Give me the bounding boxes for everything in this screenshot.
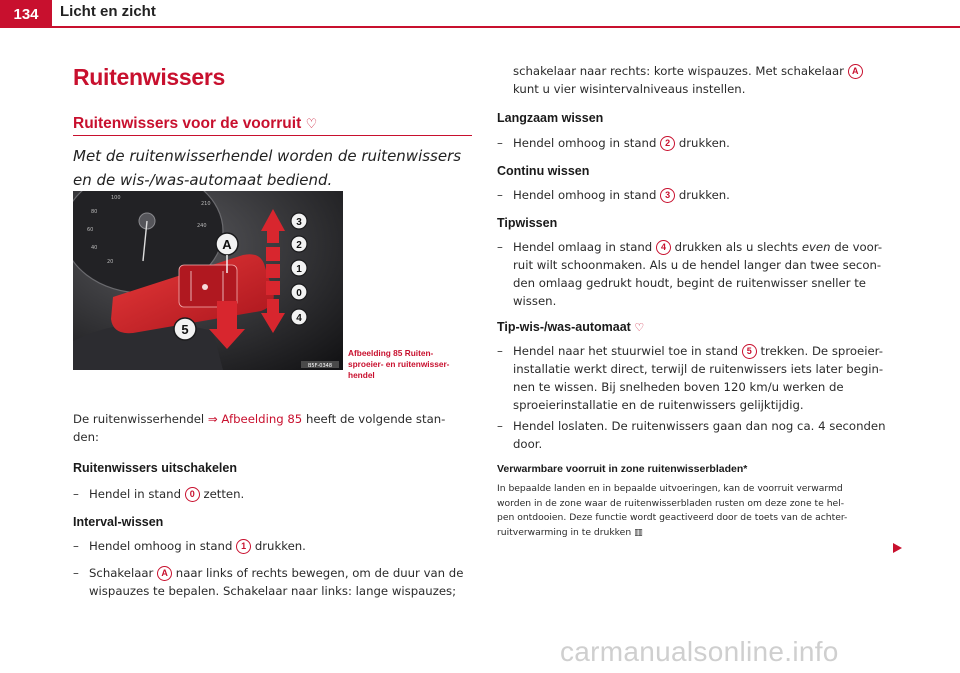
intro-text: Met de ruitenwisserhendel worden de ruitenwissers en de wis-/was-automaat bediend. bbox=[73, 147, 462, 189]
note-line2: worden in de zone waar de ruitenwisserbladen rusten om deze zone te hel- bbox=[497, 497, 845, 509]
int2-text-b: naar links of rechts bewegen, om de duur van de bbox=[175, 566, 464, 580]
cont-text-a: schakelaar naar rechts: korte wispauzes. Met schakelaar bbox=[513, 64, 844, 78]
position-badge: 4 bbox=[656, 240, 671, 255]
watermark: carmanualsonline.info bbox=[560, 636, 839, 667]
figure-code: B5F-0348 bbox=[307, 363, 333, 369]
list-item: – Hendel omhoog in stand 3 drukken. bbox=[497, 188, 730, 202]
gauge-tick: 60 bbox=[87, 227, 94, 233]
switch-badge: A bbox=[157, 566, 172, 581]
heading-auto-text: Tip-wis-/was-automaat bbox=[497, 320, 631, 334]
rear-window-heating-icon: ▥ bbox=[634, 526, 643, 538]
callout-0: 0 bbox=[296, 288, 302, 299]
int2-line2: wispauzes te bepalen. Schakelaar naar links: lange wispauzes; bbox=[89, 584, 457, 598]
list-item: – Schakelaar A naar links of rechts bewegen, om de duur van de wispauzes te bepalen. Schakelaar naar links: lange wispauzes; bbox=[73, 564, 499, 600]
int1-text-b: drukken. bbox=[254, 539, 306, 553]
gauge-tick: 80 bbox=[91, 209, 98, 215]
subsection-title bbox=[73, 115, 317, 133]
position-badge: 2 bbox=[660, 136, 675, 151]
tip-line2: ruit wilt schoonmaken. Als u de hendel langer dan twee secon- bbox=[513, 258, 882, 272]
heading-auto bbox=[497, 320, 644, 334]
tip-text-a: Hendel omlaag in stand bbox=[513, 240, 653, 254]
callout-1: 1 bbox=[296, 264, 302, 275]
auto1-line2: installatie werkt direct, terwijl de ruitenwissers iets later begin- bbox=[513, 362, 884, 376]
heading-off: Ruitenwissers uitschakelen bbox=[73, 461, 237, 475]
off-text-a: Hendel in stand bbox=[89, 487, 181, 501]
figure-wiper-lever bbox=[73, 191, 343, 370]
tip-text-c: de voor- bbox=[834, 240, 883, 254]
list-item: – Hendel omlaag in stand 4 drukken als u slechts even de voor- ruit wilt schoonmaken. Als u de hendel langer dan twee secon- den omlaag gedrukt houdt, begint de ruitenwisser sneller te wissen. bbox=[497, 238, 917, 310]
list-item: – Hendel loslaten. De ruitenwissers gaan dan nog ca. 4 seconden door. bbox=[497, 417, 917, 453]
heading-slow: Langzaam wissen bbox=[497, 111, 604, 125]
figure-illustration bbox=[73, 191, 343, 370]
heading-interval: Interval-wissen bbox=[73, 515, 164, 529]
list-item: – Hendel omhoog in stand 2 drukken. bbox=[497, 136, 730, 150]
callout-5: 5 bbox=[181, 322, 189, 337]
slow-text-a: Hendel omhoog in stand bbox=[513, 136, 657, 150]
tip-text-even: even bbox=[801, 240, 831, 254]
gauge-tick: 210 bbox=[201, 201, 211, 207]
cont-wipe-text-b: drukken. bbox=[678, 188, 730, 202]
figure-link[interactable]: ⇒ Afbeelding 85 bbox=[207, 412, 303, 426]
info-symbol-icon: ♡ bbox=[305, 116, 318, 131]
position-badge: 3 bbox=[660, 188, 675, 203]
p1-line2: den: bbox=[73, 430, 99, 444]
note-line4: ruitverwarming in te drukken bbox=[497, 526, 632, 538]
auto1-text-a: Hendel naar het stuurwiel toe in stand bbox=[513, 344, 739, 358]
left-paragraph bbox=[73, 410, 473, 446]
callout-2: 2 bbox=[296, 240, 302, 251]
list-item: – Hendel omhoog in stand 1 drukken. bbox=[73, 539, 306, 553]
auto2-line1: Hendel loslaten. De ruitenwissers gaan dan nog ca. 4 seconden bbox=[513, 419, 886, 433]
position-badge: 5 bbox=[742, 344, 757, 359]
position-badge: 1 bbox=[236, 539, 251, 554]
gauge-tick: 40 bbox=[91, 245, 98, 251]
subsection-rule bbox=[73, 135, 472, 136]
heading-continuous: Continu wissen bbox=[497, 164, 590, 178]
gauge-tick: 240 bbox=[197, 223, 207, 229]
continued-paragraph bbox=[513, 62, 913, 98]
note-title: Verwarmbare voorruit in zone ruitenwisserbladen* bbox=[497, 463, 748, 475]
tip-text-b: drukken als u slechts bbox=[674, 240, 799, 254]
p1-prefix: De ruitenwisserhendel bbox=[73, 412, 205, 426]
auto1-line4: sproeierinstallatie en de ruitenwissers gelijktijdig. bbox=[513, 398, 804, 412]
p1-suffix: heeft de volgende stan- bbox=[305, 412, 446, 426]
list-item: – Hendel in stand 0 zetten. bbox=[73, 487, 245, 501]
switch-badge: A bbox=[848, 64, 863, 79]
callout-3: 3 bbox=[296, 217, 302, 228]
note-line1: In bepaalde landen en in bepaalde uitvoeringen, kan de voorruit verwarmd bbox=[497, 483, 843, 494]
tip-line3: den omlaag gedrukt houdt, begint de ruitenwisser sneller te bbox=[513, 276, 866, 290]
auto1-line3: nen te wissen. Bij snelheden boven 120 km/u werken de bbox=[513, 380, 844, 394]
cont-wipe-text-a: Hendel omhoog in stand bbox=[513, 188, 657, 202]
int2-text-a: Schakelaar bbox=[89, 566, 154, 580]
slow-text-b: drukken. bbox=[678, 136, 730, 150]
subsection-title-text: Ruitenwissers voor de voorruit bbox=[73, 115, 302, 132]
callout-4: 4 bbox=[296, 313, 302, 324]
note-line3: pen ontdooien. Deze functie wordt geactiveerd door de toets van de achter- bbox=[497, 512, 848, 523]
int1-text-a: Hendel omhoog in stand bbox=[89, 539, 233, 553]
gauge-tick: 20 bbox=[107, 259, 114, 265]
gauge-tick: 100 bbox=[111, 195, 121, 201]
page-number: 134 bbox=[0, 0, 52, 28]
off-text-b: zetten. bbox=[203, 487, 245, 501]
auto2-line2: door. bbox=[513, 437, 543, 451]
auto1-text-b: trekken. De sproeier- bbox=[760, 344, 883, 358]
note-body bbox=[497, 482, 917, 540]
callout-A: A bbox=[222, 237, 232, 252]
position-badge: 0 bbox=[185, 487, 200, 502]
heading-tip: Tipwissen bbox=[497, 216, 558, 230]
list-item: – Hendel naar het stuurwiel toe in stand 5 trekken. De sproeier- installatie werkt direct, terwijl de ruitenwissers iets later begin- nen te wissen. Bij snelheden boven 120 km/u werken de sproeierinstallatie en de ruitenwissers gelijktijdig. bbox=[497, 342, 917, 414]
next-page-arrow-icon bbox=[893, 543, 902, 553]
info-symbol-icon: ♡ bbox=[634, 322, 645, 334]
figure-caption: Afbeelding 85 Ruiten-sproeier- en ruitenwisser-hendel bbox=[348, 348, 450, 380]
tip-line4: wissen. bbox=[513, 294, 557, 308]
cont-line2: kunt u vier wisintervalniveaus instellen. bbox=[513, 82, 746, 96]
running-title: Licht en zicht bbox=[60, 3, 156, 20]
section-title: Ruitenwissers bbox=[73, 64, 226, 90]
header-rule bbox=[0, 26, 960, 28]
